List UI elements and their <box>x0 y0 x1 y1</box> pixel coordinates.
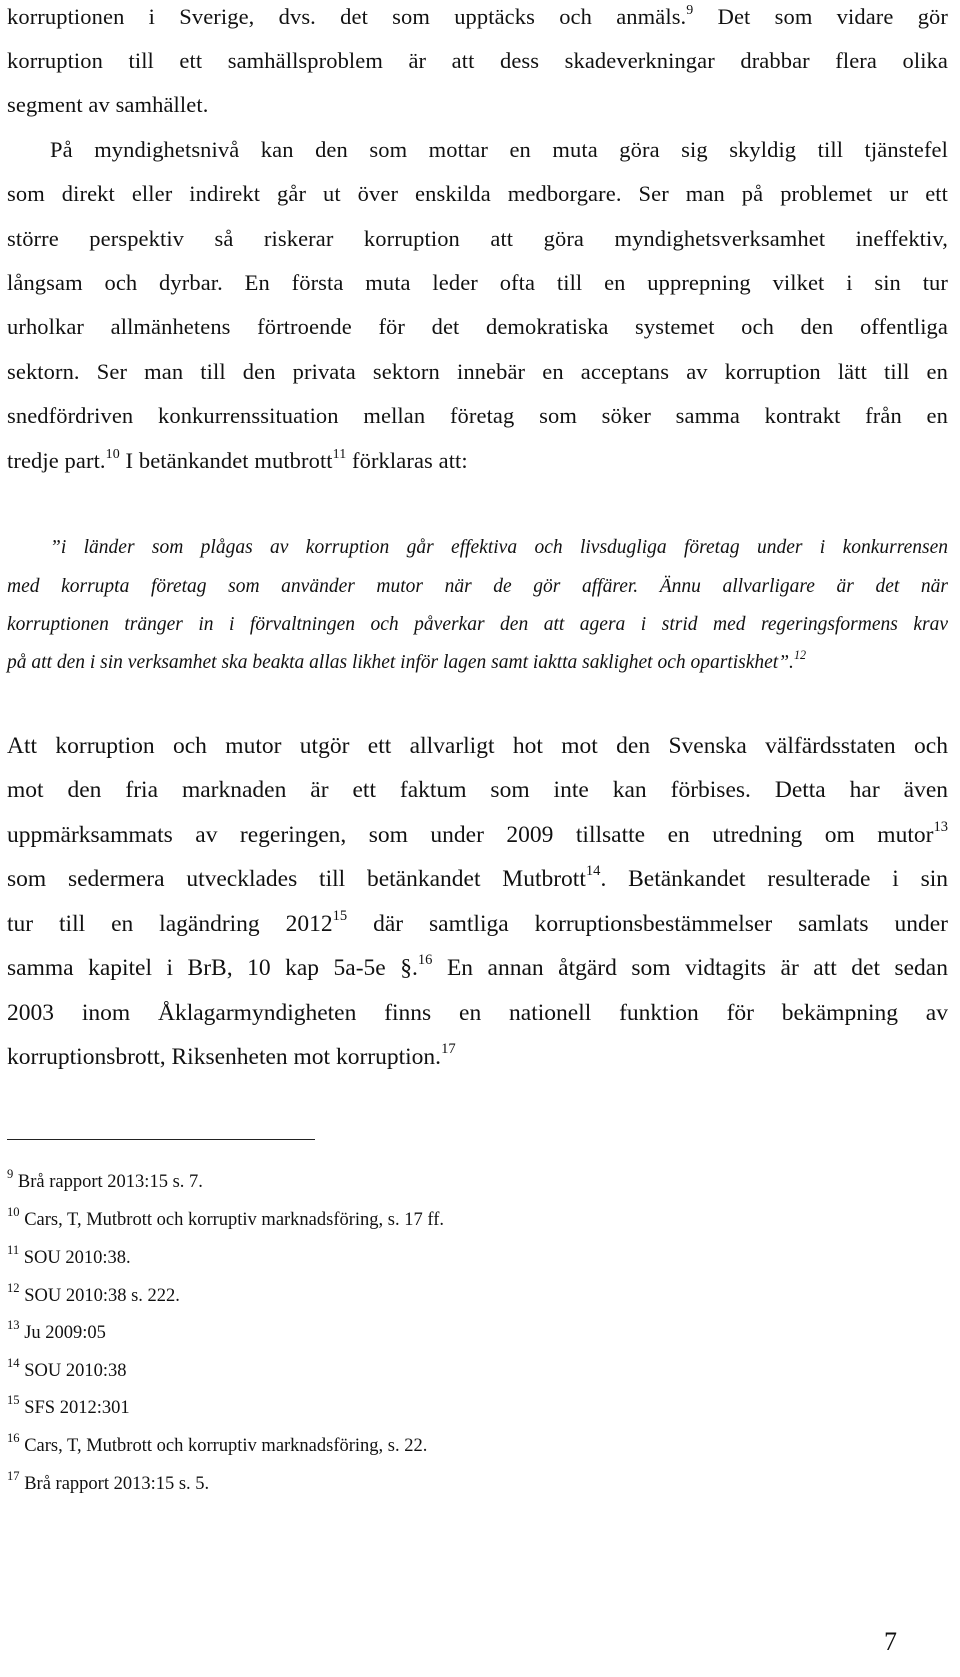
text-line: långsam och dyrbar. En första muta leder ofta till en upprepning vilket i sin tur <box>7 270 948 295</box>
footnote-ref[interactable]: 11 <box>332 446 347 462</box>
footnote: $^{15}$ SFS 2012:301 <box>7 1393 130 1418</box>
quote-line: korruptionen tränger in i förvaltningen och påverkar den att agera i strid med regeringsformens krav <box>7 614 948 635</box>
text-line: som sedermera utvecklades till betänkandet Mutbrott$^{14}$. Betänkandet resulterade i sin <box>7 863 949 892</box>
text-line: tredje part.$^{10}$ I betänkandet mutbrott$^{11}$ förklaras att: <box>7 446 468 473</box>
text-line: korruptionen i Sverige, dvs. det som upptäcks och anmäls.$^9$ Det som vidare gör <box>7 2 949 29</box>
text-line: korruption till ett samhällsproblem är att dess skadeverkningar drabbar flera olika <box>7 48 948 73</box>
footnote-ref[interactable]: 16 <box>417 952 433 969</box>
text-line: urholkar allmänhetens förtroende för det demokratiska systemet och den offentliga <box>7 314 948 339</box>
text-line: samma kapitel i BrB, 10 kap 5a-5e §.$^{16}$ En annan åtgärd som vidtagits är att det sedan <box>7 952 948 981</box>
text-line: korruptionsbrott, Riksenheten mot korruption.$^{17}$ <box>7 1041 456 1070</box>
text-line: segment av samhället. <box>7 92 209 117</box>
footnote-ref[interactable]: 13 <box>933 819 948 836</box>
text-line: uppmärksammats av regeringen, som under 2009 tillsatte en utredning om mutor$^{13}$ <box>7 819 948 848</box>
footnote-separator <box>7 1139 315 1140</box>
text-line: större perspektiv så riskerar korruption att göra myndighetsverksamhet ineffektiv, <box>7 226 948 251</box>
footnote-ref[interactable]: 10 <box>105 446 120 462</box>
text-line: snedfördriven konkurrenssituation mellan företag som söker samma kontrakt från en <box>7 403 948 428</box>
text-line: sektorn. Ser man till den privata sektorn innebär en acceptans av korruption lätt till en <box>7 359 948 384</box>
footnote-ref[interactable]: 14 <box>585 863 601 880</box>
text-line: mot den fria marknaden är ett faktum som inte kan förbises. Detta har även <box>7 777 948 803</box>
text-line: tur till en lagändring 2012$^{15}$ där samtliga korruptionsbestämmelser samlats under <box>7 908 948 937</box>
footnote: $^{12}$ SOU 2010:38 s. 222. <box>7 1281 180 1306</box>
footnote: $^{13}$ Ju 2009:05 <box>7 1318 106 1343</box>
footnote: $^{10}$ Cars, T, Mutbrott och korruptiv marknadsföring, s. 17 ff. <box>7 1205 444 1230</box>
text-line: På myndighetsnivå kan den som mottar en muta göra sig skyldig till tjänstefel <box>50 137 948 162</box>
footnote: $^9$ Brå rapport 2013:15 s. 7. <box>7 1167 203 1192</box>
quote-line: ”i länder som plågas av korruption går effektiva och livsdugliga företag under i konkurrensen <box>50 537 948 558</box>
footnote: $^{17}$ Brå rapport 2013:15 s. 5. <box>7 1469 210 1494</box>
text-line: 2003 inom Åklagarmyndigheten finns en nationell funktion för bekämpning av <box>7 1000 948 1026</box>
footnote-ref[interactable]: 9 <box>686 2 694 18</box>
footnote-ref[interactable]: 15 <box>332 908 348 925</box>
quote-line: med korrupta företag som använder mutor när de gör affärer. Ännu allvarligare är det när <box>7 576 948 597</box>
footnote: $^{14}$ SOU 2010:38 <box>7 1356 127 1381</box>
text-line: Att korruption och mutor utgör ett allvarligt hot mot den Svenska välfärdsstaten och <box>7 733 948 759</box>
footnote: $^{11}$ SOU 2010:38. <box>7 1243 131 1268</box>
text-line: som direkt eller indirekt går ut över enskilda medborgare. Ser man på problemet ur ett <box>7 181 948 206</box>
page-number: 7 <box>884 1627 897 1656</box>
quote-line: på att den i sin verksamhet ska beakta allas likhet inför lagen samt iaktta saklighet och opartiskhet”.$^{12}$ <box>7 647 807 673</box>
footnote: $^{16}$ Cars, T, Mutbrott och korruptiv marknadsföring, s. 22. <box>7 1431 428 1456</box>
footnote-ref[interactable]: 17 <box>441 1041 456 1058</box>
footnote-ref[interactable]: 12 <box>793 647 807 662</box>
